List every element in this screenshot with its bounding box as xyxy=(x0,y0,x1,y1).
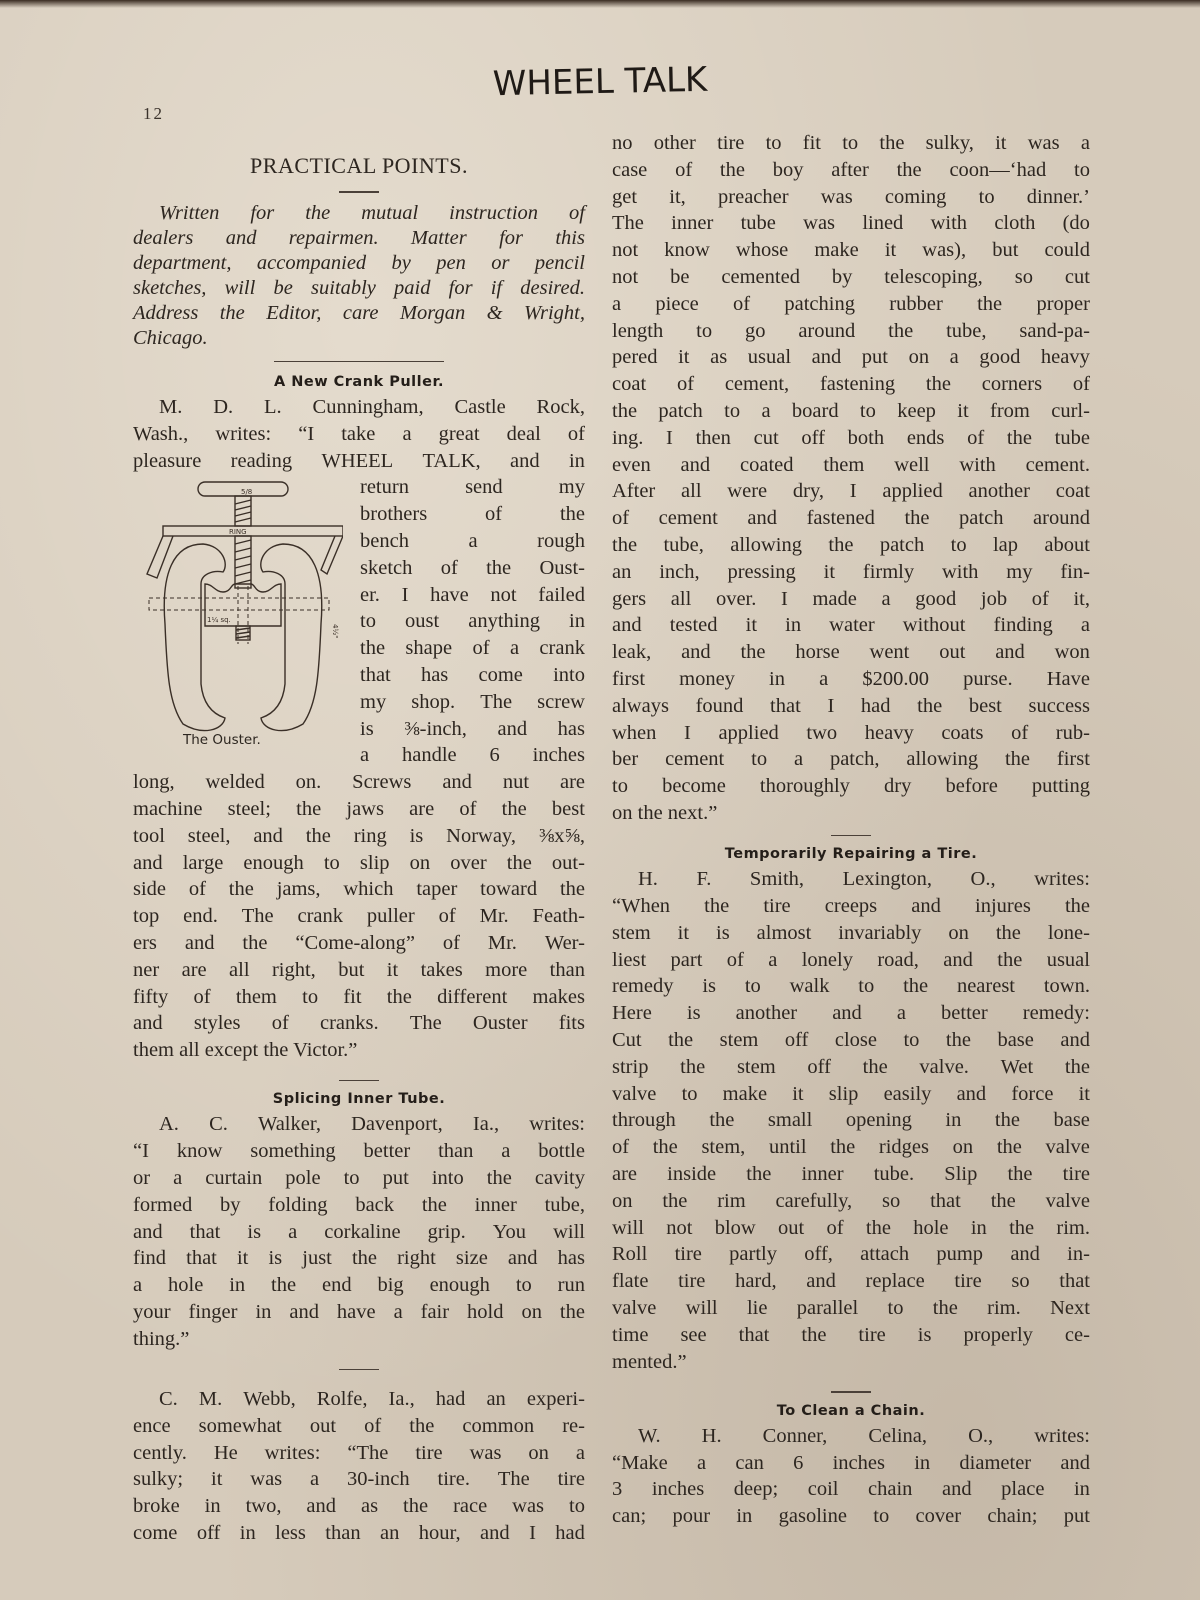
body-line: an inch, pressing it firmly with my fin- xyxy=(612,560,1090,583)
body-line: top end. The crank puller of Mr. Feath- xyxy=(133,905,585,928)
block-size-label: 1¼ sq. xyxy=(207,616,231,625)
body-line: and that is a corkaline grip. You will xyxy=(133,1220,585,1243)
body-line: fifty of them to fit the different makes xyxy=(133,985,585,1008)
body-line: The inner tube was lined with cloth (do xyxy=(612,212,1090,235)
body-line: 3 inches deep; coil chain and place in xyxy=(612,1478,1090,1501)
body-line: C. M. Webb, Rolfe, Ia., had an experi- xyxy=(159,1388,585,1411)
intro-line: dealers and repairmen. Matter for this xyxy=(133,226,585,249)
body-line: “Make a can 6 inches in diameter and xyxy=(612,1451,1090,1474)
body-line: even and coated them well with cement. xyxy=(612,453,1090,476)
article-heading-clean-chain: To Clean a Chain. xyxy=(776,1402,926,1419)
body-line: time see that the tire is properly ce- xyxy=(612,1323,1090,1346)
department-title: PRACTICAL POINTS. xyxy=(250,153,468,178)
body-line: find that it is just the right size and has xyxy=(133,1247,585,1270)
intro-rule xyxy=(274,361,444,363)
body-line: the shape of a crank xyxy=(360,637,585,660)
body-line: long, welded on. Screws and nut are xyxy=(133,771,585,794)
page-top-edge xyxy=(0,0,1200,8)
body-line: valve to make it slip easily and force it xyxy=(612,1082,1090,1105)
body-line: on the rim carefully, so that the valve xyxy=(612,1189,1090,1212)
body-line: can; pour in gasoline to cover chain; put xyxy=(612,1505,1090,1528)
intro-line: Address the Editor, care Morgan & Wright, xyxy=(133,301,585,324)
crank-puller-illustration xyxy=(143,474,343,744)
article-body-webb xyxy=(133,1386,585,1547)
body-line: of the stem, until the ridges on the valve xyxy=(612,1136,1090,1159)
body-line: the patch to a board to keep it from curl- xyxy=(612,399,1090,422)
body-line: ers and the “Come-along” of Mr. Wer- xyxy=(133,931,585,954)
masthead: WHEEL TALK xyxy=(492,59,708,105)
body-line: ner are all right, but it takes more than xyxy=(133,958,585,981)
body-line: A. C. Walker, Davenport, Ia., writes: xyxy=(159,1113,585,1136)
body-line: get it, preacher was coming to dinner.’ xyxy=(612,185,1090,208)
body-line: broke in two, and as the race was to xyxy=(133,1495,585,1518)
body-line: gers all over. I made a good job of it, xyxy=(612,587,1090,610)
body-line: length to go around the tube, sand-pa- xyxy=(612,319,1090,342)
body-line: through the small opening in the base xyxy=(612,1109,1090,1132)
body-line: liest part of a lonely road, and the usual xyxy=(612,948,1090,971)
article-body-clean-chain xyxy=(612,1423,1090,1530)
body-line: formed by folding back the inner tube, xyxy=(133,1193,585,1216)
body-line: sketch of the Oust- xyxy=(360,556,585,579)
body-line: leak, and the horse went out and won xyxy=(612,641,1090,664)
department-intro xyxy=(133,201,585,351)
intro-line: Chicago. xyxy=(133,326,208,349)
body-line: ing. I then cut off both ends of the tube xyxy=(612,426,1090,449)
body-line: will not blow out of the hole in the rim. xyxy=(612,1216,1090,1239)
body-line: Here is another and a better remedy: xyxy=(612,1002,1090,1025)
body-line: no other tire to fit to the sulky, it was a xyxy=(612,132,1090,154)
body-line: bench a rough xyxy=(360,529,585,552)
article-body-temporarily-repairing xyxy=(612,866,1090,1375)
body-line: come off in less than an hour, and I had xyxy=(133,1522,585,1545)
body-line: mented.” xyxy=(612,1350,687,1373)
body-line: thing.” xyxy=(133,1327,190,1350)
body-line: a hole in the end big enough to run xyxy=(133,1274,585,1297)
article-heading-splicing: Splicing Inner Tube. xyxy=(272,1091,446,1108)
body-line: case of the boy after the coon—‘had to xyxy=(612,158,1090,181)
body-line: stem it is almost invariably on the lone- xyxy=(612,921,1090,944)
body-line: that has come into xyxy=(360,663,585,686)
body-line: Roll tire partly off, attach pump and in- xyxy=(612,1243,1090,1266)
page-number: 12 xyxy=(143,104,164,123)
body-line: your finger in and have a fair hold on the xyxy=(133,1301,585,1323)
body-line: and large enough to slip on over the out- xyxy=(133,851,585,874)
body-line: Wash., writes: “I take a great deal of xyxy=(133,422,585,445)
article-body-splicing xyxy=(133,1111,585,1352)
body-line: or a curtain pole to put into the cavity xyxy=(133,1167,585,1190)
article-heading-crank-puller: A New Crank Puller. xyxy=(273,374,445,390)
body-line: er. I have not failed xyxy=(360,583,585,606)
body-line: valve will lie parallel to the rim. Next xyxy=(612,1296,1090,1319)
body-line: cently. He writes: “The tire was on a xyxy=(133,1441,585,1464)
body-line: “When the tire creeps and injures the xyxy=(612,895,1090,918)
body-line: to become thoroughly dry before putting xyxy=(612,775,1090,798)
body-line: W. H. Conner, Celina, O., writes: xyxy=(638,1424,1090,1447)
section-rule xyxy=(831,1391,871,1393)
body-line: first money in a $200.00 purse. Have xyxy=(612,667,1090,690)
body-line: and styles of cranks. The Ouster fits xyxy=(133,1012,585,1035)
body-line: coat of cement, fastening the corners of xyxy=(612,373,1090,396)
body-line: to oust anything in xyxy=(360,610,585,633)
body-line: on the next.” xyxy=(612,801,718,824)
intro-line: Written for the mutual instruction of xyxy=(159,201,585,224)
body-line: strip the stem off the valve. Wet the xyxy=(612,1055,1090,1078)
body-line: brothers of the xyxy=(360,503,585,526)
body-line: always found that I had the best success xyxy=(612,694,1090,717)
body-line: return send my xyxy=(360,476,585,499)
wrapped-text xyxy=(360,474,585,769)
jaw-length-label: 4½" xyxy=(331,624,339,639)
article-heading-temporarily-repairing: Temporarily Repairing a Tire. xyxy=(724,846,978,863)
body-line: are inside the inner tube. Slip the tire xyxy=(612,1162,1090,1185)
body-line: of cement and fastened the patch around xyxy=(612,507,1090,530)
body-line: tool steel, and the ring is Norway, ⅜x⅝, xyxy=(133,824,585,847)
body-line: them all except the Victor.” xyxy=(133,1039,358,1062)
intro-line: department, accompanied by pen or pencil xyxy=(133,251,585,274)
body-line: pleasure reading WHEEL TALK, and in xyxy=(133,449,585,472)
article-body-webb-continued xyxy=(612,130,1090,827)
screw-size-label: 5/8 xyxy=(241,488,253,497)
ring-label: RING xyxy=(229,528,247,537)
left-column xyxy=(133,145,585,1547)
body-line: side of the jams, which taper toward the xyxy=(133,878,585,901)
body-line: a handle 6 inches xyxy=(360,744,585,767)
intro-line: sketches, will be suitably paid for if desired. xyxy=(133,276,585,299)
article-body-crank-puller xyxy=(133,394,585,1064)
body-line: flate tire hard, and replace tire so that xyxy=(612,1270,1090,1293)
body-line: and tested it in water without finding a xyxy=(612,614,1090,637)
body-line: pered it as usual and put on a good heavy xyxy=(612,346,1090,369)
body-line: Cut the stem off close to the base and xyxy=(612,1029,1090,1051)
body-line: remedy is to walk to the nearest town. xyxy=(612,975,1090,998)
section-rule xyxy=(831,835,871,837)
body-line: sulky; it was a 30-inch tire. The tire xyxy=(133,1468,585,1491)
body-line: ber cement to a patch, allowing the first xyxy=(612,748,1090,771)
body-line: the tube, allowing the patch to lap about xyxy=(612,533,1090,556)
section-rule xyxy=(339,1080,379,1082)
body-line: not know whose make it was), but could xyxy=(612,239,1090,262)
body-line: ence somewhat out of the common re- xyxy=(133,1414,585,1437)
body-line: my shop. The screw xyxy=(360,690,585,713)
body-line: “I know something better than a bottle xyxy=(133,1140,585,1163)
body-line: not be cemented by telescoping, so cut xyxy=(612,265,1090,288)
body-line: is ⅜-inch, and has xyxy=(360,717,585,740)
right-column xyxy=(612,130,1090,1530)
body-line: machine steel; the jaws are of the best xyxy=(133,797,585,820)
figure-caption: The Ouster. xyxy=(183,732,261,749)
body-line: a piece of patching rubber the proper xyxy=(612,292,1090,315)
body-line: After all were dry, I applied another coat xyxy=(612,480,1090,503)
body-line: M. D. L. Cunningham, Castle Rock, xyxy=(159,396,585,418)
body-line: H. F. Smith, Lexington, O., writes: xyxy=(638,868,1090,891)
body-line: when I applied two heavy coats of rub- xyxy=(612,721,1090,744)
